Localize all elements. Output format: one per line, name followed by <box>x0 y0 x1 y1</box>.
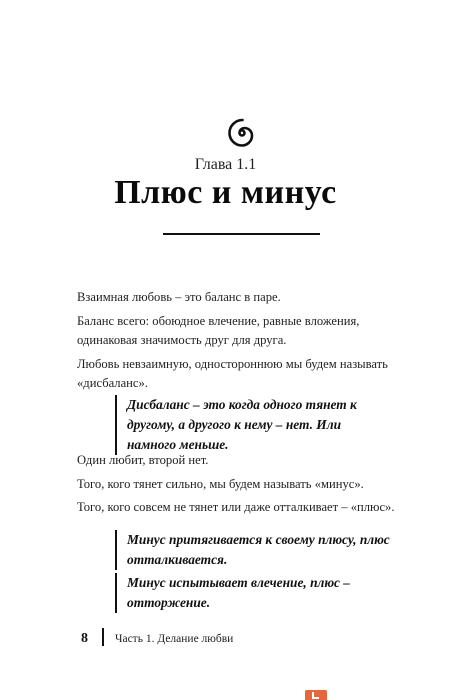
paragraph: Того, кого тянет сильно, мы будем называть «минус». <box>77 477 364 491</box>
paragraph: Любовь невзаимную, одностороннюю мы будем называть «дисбаланс». <box>77 357 388 390</box>
paragraph: Взаимная любовь – это баланс в паре. <box>77 290 281 304</box>
paragraph: Того, кого совсем не тянет или даже отталкивает – «плюс». <box>77 500 395 514</box>
pull-quote: Дисбаланс – это когда одного тянет к другому, а другого к нему – нет. Или намного меньше. <box>115 395 390 455</box>
running-title: Часть 1. Делание любви <box>115 633 234 645</box>
page-number: 8 <box>81 631 88 646</box>
spiral-icon <box>227 118 257 148</box>
pull-quote: Минус притягивается к своему плюсу, плюс отталкивается. <box>115 530 390 570</box>
chapter-title: Плюс и минус <box>114 174 337 211</box>
paragraph: Один любит, второй нет. <box>77 453 209 467</box>
footer-divider <box>102 628 104 646</box>
pull-quote: Минус испытывает влечение, плюс – отторжение. <box>115 573 390 613</box>
paragraph: Баланс всего: обоюдное влечение, равные вложения, одинаковая значимость друг для друга. <box>77 314 360 347</box>
labirint-logo-icon <box>305 690 327 700</box>
chapter-label: Глава 1.1 <box>194 156 257 173</box>
title-divider <box>163 233 320 235</box>
